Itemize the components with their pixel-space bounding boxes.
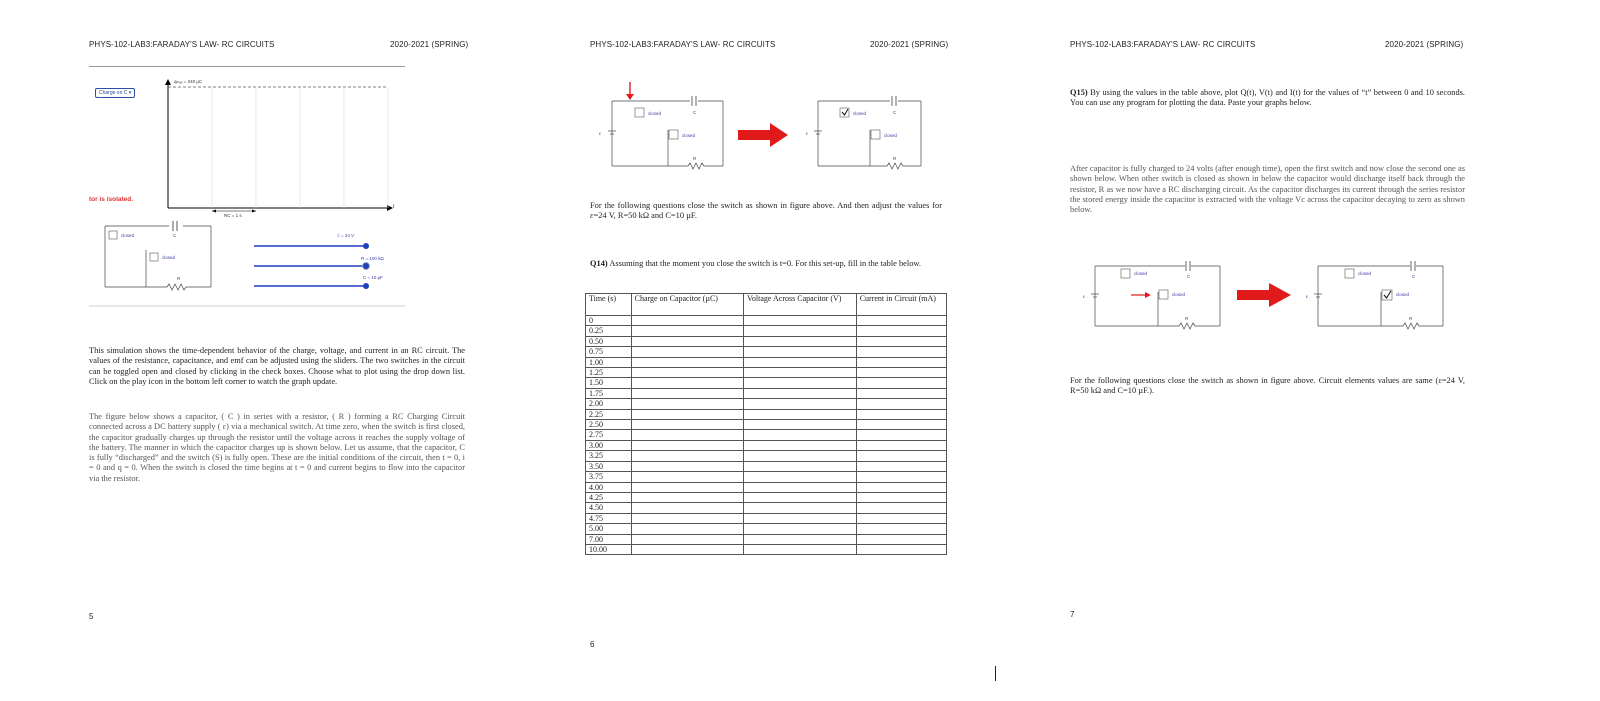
setup-instructions: For the following questions close the switch as shown in figure above. And then adjust the values for ε=24 V, R=50 kΩ and C=10 µF. (590, 201, 942, 221)
text-cursor (995, 666, 996, 681)
table-row: 10.00 (586, 544, 947, 554)
svg-text:C: C (693, 110, 697, 115)
switch-figure (590, 78, 970, 173)
table-row: 2.75 (586, 430, 947, 440)
table-row: 3.25 (586, 451, 947, 461)
page-number: 7 (1070, 610, 1075, 619)
table-row: 4.00 (586, 482, 947, 492)
header-right: 2020-2021 (SPRING) (1385, 40, 1464, 49)
svg-text:C: C (1412, 274, 1416, 279)
emf-label: ℰ = 24 V (337, 233, 355, 238)
arrow-icon (738, 123, 788, 147)
switch2-checkbox[interactable] (150, 253, 158, 261)
table-row: 4.75 (586, 513, 947, 523)
svg-text:C: C (173, 233, 177, 238)
svg-text:closed: closed (162, 255, 176, 260)
arrow-icon (1237, 283, 1291, 307)
header-right: 2020-2021 (SPRING) (390, 40, 469, 49)
table-row: 3.50 (586, 461, 947, 471)
svg-text:R: R (1185, 316, 1189, 321)
discharge-instructions: For the following questions close the switch as shown in figure above. Circuit elements values are same (ε=24 V, R=50 kΩ and C=10 µF.). (1070, 376, 1465, 396)
table-row: 4.25 (586, 492, 947, 502)
svg-text:R: R (693, 156, 697, 161)
table-row: 4.50 (586, 503, 947, 513)
header-left: PHYS-102-LAB3:FARADAY'S LAW- RC CIRCUITS (89, 40, 275, 49)
q14-question: Q14) Assuming that the moment you close the switch is t=0. For this set-up, fill in the table below. (590, 259, 922, 268)
svg-text:ε: ε (1083, 294, 1086, 299)
table-row: 0.25 (586, 326, 947, 336)
simulation-description: This simulation shows the time-dependent behavior of the charge, voltage, and current in an RC circuit. The values of the resistance, capacitance, and emf can be adjusted using the sliders. The two switches in the circuit can be toggled open and closed by clicking in the check boxes. Choose what to plot using the drop down list. Click on the play icon in the bottom left corner to watch the graph update. (89, 346, 465, 386)
svg-text:closed: closed (853, 111, 867, 116)
svg-text:closed: closed (121, 233, 135, 238)
table-row: 0 (586, 316, 947, 326)
svg-text:C: C (893, 110, 897, 115)
q15-question: Q15) By using the values in the table above, plot Q(t), V(t) and I(t) for the values of “t” between 0 and 10 seconds. You can use any program for plotting the data. Paste your graphs below. (1070, 88, 1465, 108)
svg-text:R: R (177, 276, 181, 281)
table-row: 1.75 (586, 388, 947, 398)
col-time: Time (s) (586, 294, 632, 316)
svg-text:R: R (1409, 316, 1413, 321)
svg-text:closed: closed (1358, 271, 1372, 276)
table-row: 5.00 (586, 524, 947, 534)
table-row: 1.25 (586, 368, 947, 378)
header-right: 2020-2021 (SPRING) (870, 40, 949, 49)
page-5 (0, 0, 520, 701)
table-row: 0.50 (586, 336, 947, 346)
col-current: Current in Circuit (mA) (856, 294, 946, 316)
qmax-label: qₘₐₓ = 240 µC (174, 79, 203, 84)
c-slider-label: C = 10 µF (363, 275, 383, 280)
svg-text:closed: closed (682, 133, 696, 138)
svg-text:closed: closed (884, 133, 898, 138)
t-axis-label: t (393, 204, 395, 210)
page-number: 6 (590, 640, 595, 649)
page-7 (1000, 0, 1520, 701)
r-slider-thumb[interactable] (363, 263, 370, 270)
svg-text:closed: closed (1172, 292, 1186, 297)
plot-select[interactable]: Charge on C ▾ (95, 88, 135, 98)
charging-description: The figure below shows a capacitor, ( C ) in series with a resistor, ( R ) forming a RC Charging Circuit connected across a DC battery supply ( ε) via a mechanical switch. At time zero, when the switch is first closed, the capacitor gradually charges up through the resistor until the voltage across it reaches the supply voltage of the battery. The manner in which the capacitor charges up is shown below. Let us assume, that the capacitor, C is fully “discharged” and the switch (S) is fully open. These are the initial conditions of the circuit, then t = 0, i = 0 and q = 0. When the switch is closed the time begins at t = 0 and current begins to flow into the capacitor via the resistor. (89, 412, 465, 483)
discharge-description: After capacitor is fully charged to 24 volts (after enough time), open the first switch and now close the second one as shown below. When other switch is closed as shown in below the capacitor would discharge itself back through the resistor, R as we now have a RC discharging circuit. As the capacitor discharges its current through the series resistor the stored energy inside the capacitor is extracted with the voltage Vc across the capacitor decaying to zero as shown below. (1070, 164, 1465, 215)
table-row: 7.00 (586, 534, 947, 544)
simulation-circuit (89, 220, 409, 310)
table-row: 1.50 (586, 378, 947, 388)
table-row: 0.75 (586, 347, 947, 357)
svg-text:closed: closed (648, 111, 662, 116)
table-row: 3.75 (586, 472, 947, 482)
svg-text:C: C (1187, 274, 1191, 279)
simulation-graph (150, 74, 400, 220)
svg-text:ε: ε (599, 131, 602, 136)
table-row: 2.00 (586, 399, 947, 409)
table-row: 2.25 (586, 409, 947, 419)
col-charge: Charge on Capacitor (µC) (631, 294, 744, 316)
header-rule (89, 66, 405, 67)
switch1-checkbox[interactable] (109, 231, 117, 239)
emf-slider-thumb[interactable] (363, 243, 369, 249)
discharge-figure (1075, 258, 1455, 336)
page-number: 5 (89, 612, 94, 621)
svg-text:R: R (893, 156, 897, 161)
svg-text:closed: closed (1396, 292, 1410, 297)
header-left: PHYS-102-LAB3:FARADAY'S LAW- RC CIRCUITS (590, 40, 776, 49)
table-row: 1.00 (586, 357, 947, 367)
svg-text:ε: ε (1306, 294, 1309, 299)
isolated-note: tor is isolated. (89, 196, 134, 203)
c-slider-thumb[interactable] (363, 283, 369, 289)
header-left: PHYS-102-LAB3:FARADAY'S LAW- RC CIRCUITS (1070, 40, 1256, 49)
col-voltage: Voltage Across Capacitor (V) (744, 294, 857, 316)
results-table (585, 293, 947, 555)
r-slider-label: R = 100 kΩ (361, 256, 384, 261)
table-row: 2.50 (586, 420, 947, 430)
pointer-arrow-icon (1145, 292, 1151, 298)
svg-text:ε: ε (806, 131, 809, 136)
rc-label: RC = 1 s (224, 213, 242, 218)
page-6 (520, 0, 1000, 701)
svg-text:closed: closed (1134, 271, 1148, 276)
table-row: 3.00 (586, 440, 947, 450)
